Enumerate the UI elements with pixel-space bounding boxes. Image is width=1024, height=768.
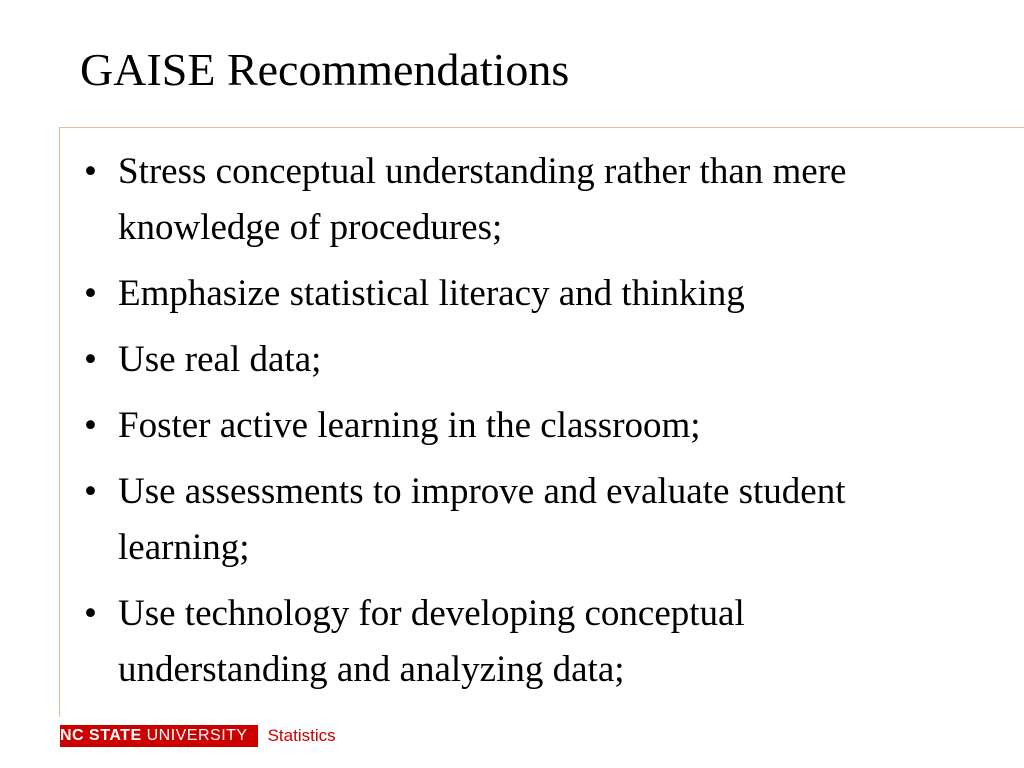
bullet-text: Foster active learning in the classroom; <box>118 405 701 446</box>
department-label: Statistics <box>267 726 336 745</box>
logo-nc-state: NC STATE <box>60 727 142 744</box>
bullet-item <box>84 266 944 322</box>
bullet-item <box>84 144 944 256</box>
bullet-item <box>84 398 944 454</box>
bullet-list <box>84 144 944 708</box>
logo-university: UNIVERSITY <box>146 727 248 744</box>
bullet-text: Use assessments to improve and evaluate student learning; <box>118 471 846 568</box>
bullet-text: Use real data; <box>118 339 322 380</box>
bullet-text: Stress conceptual understanding rather than mere knowledge of procedures; <box>118 151 847 248</box>
bullet-item <box>84 586 944 698</box>
slide-title: GAISE Recommendations <box>80 44 570 95</box>
bullet-icon: • <box>84 471 97 512</box>
bullet-icon: • <box>84 273 97 314</box>
footer <box>60 725 336 747</box>
bullet-icon: • <box>84 593 97 634</box>
bullet-text: Use technology for developing conceptual understanding and analyzing data; <box>118 593 745 690</box>
top-divider <box>60 127 1024 128</box>
bullet-icon: • <box>84 151 97 192</box>
bullet-icon: • <box>84 405 97 446</box>
left-divider <box>59 127 60 717</box>
ncsu-logo <box>60 725 258 747</box>
bullet-item <box>84 464 944 576</box>
bullet-item <box>84 332 944 388</box>
bullet-icon: • <box>84 339 97 380</box>
bullet-text: Emphasize statistical literacy and thinking <box>118 273 745 314</box>
